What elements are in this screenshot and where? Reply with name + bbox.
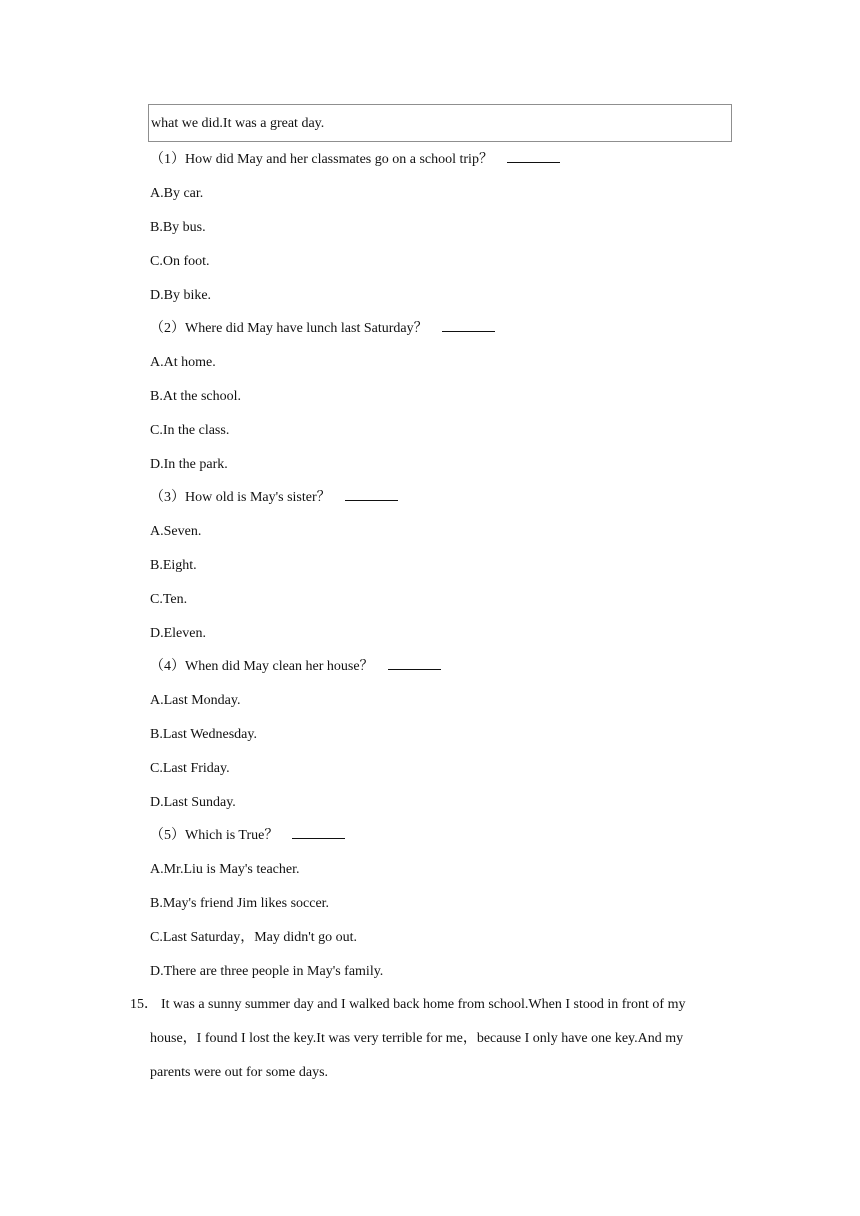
question-1-option-b[interactable]: B.By bus. [150, 220, 206, 235]
question-1-option-c[interactable]: C.On foot. [150, 254, 210, 269]
question-15-line-1: It was a sunny summer day and I walked back home from school.When I stood in front of my [161, 997, 686, 1012]
question-15-line-2: house，I found I lost the key.It was very terrible for me，because I only have one key.And my [150, 1031, 684, 1046]
question-15-line-3: parents were out for some days. [150, 1065, 329, 1080]
answer-blank-4[interactable] [388, 657, 441, 670]
question-5-option-c[interactable]: C.Last Saturday，May didn't go out. [150, 930, 358, 945]
answer-blank-3[interactable] [345, 488, 398, 501]
passage-box [148, 104, 732, 142]
question-5-option-d[interactable]: D.There are three people in May's family. [150, 964, 384, 979]
question-4-stem: （4）When did May clean her house？ [150, 657, 441, 677]
question-3-option-c[interactable]: C.Ten. [150, 592, 188, 607]
question-5-stem: （5）Which is True？ [150, 826, 345, 846]
question-4-option-a[interactable]: A.Last Monday. [150, 693, 241, 708]
question-3-option-b[interactable]: B.Eight. [150, 558, 197, 573]
question-5-option-b[interactable]: B.May's friend Jim likes soccer. [150, 896, 330, 911]
passage-tail-text: what we did.It was a great day. [151, 116, 325, 131]
question-3-stem: （3）How old is May's sister？ [150, 488, 398, 508]
question-4-option-d[interactable]: D.Last Sunday. [150, 795, 236, 810]
question-2-option-b[interactable]: B.At the school. [150, 389, 241, 404]
question-15-number: 15． [130, 997, 158, 1012]
question-2-stem: （2）Where did May have lunch last Saturday？ [150, 319, 495, 339]
answer-blank-2[interactable] [442, 319, 495, 332]
answer-blank-1[interactable] [507, 150, 560, 163]
question-2-option-a[interactable]: A.At home. [150, 355, 216, 370]
question-3-option-a[interactable]: A.Seven. [150, 524, 202, 539]
question-2-option-c[interactable]: C.In the class. [150, 423, 230, 438]
question-5-option-a[interactable]: A.Mr.Liu is May's teacher. [150, 862, 300, 877]
answer-blank-5[interactable] [292, 826, 345, 839]
question-1-stem: （1）How did May and her classmates go on a school trip？ [150, 150, 560, 170]
question-4-option-c[interactable]: C.Last Friday. [150, 761, 230, 776]
question-1-option-a[interactable]: A.By car. [150, 186, 204, 201]
question-4-option-b[interactable]: B.Last Wednesday. [150, 727, 257, 742]
question-3-option-d[interactable]: D.Eleven. [150, 626, 206, 641]
question-2-option-d[interactable]: D.In the park. [150, 457, 228, 472]
question-1-option-d[interactable]: D.By bike. [150, 288, 212, 303]
